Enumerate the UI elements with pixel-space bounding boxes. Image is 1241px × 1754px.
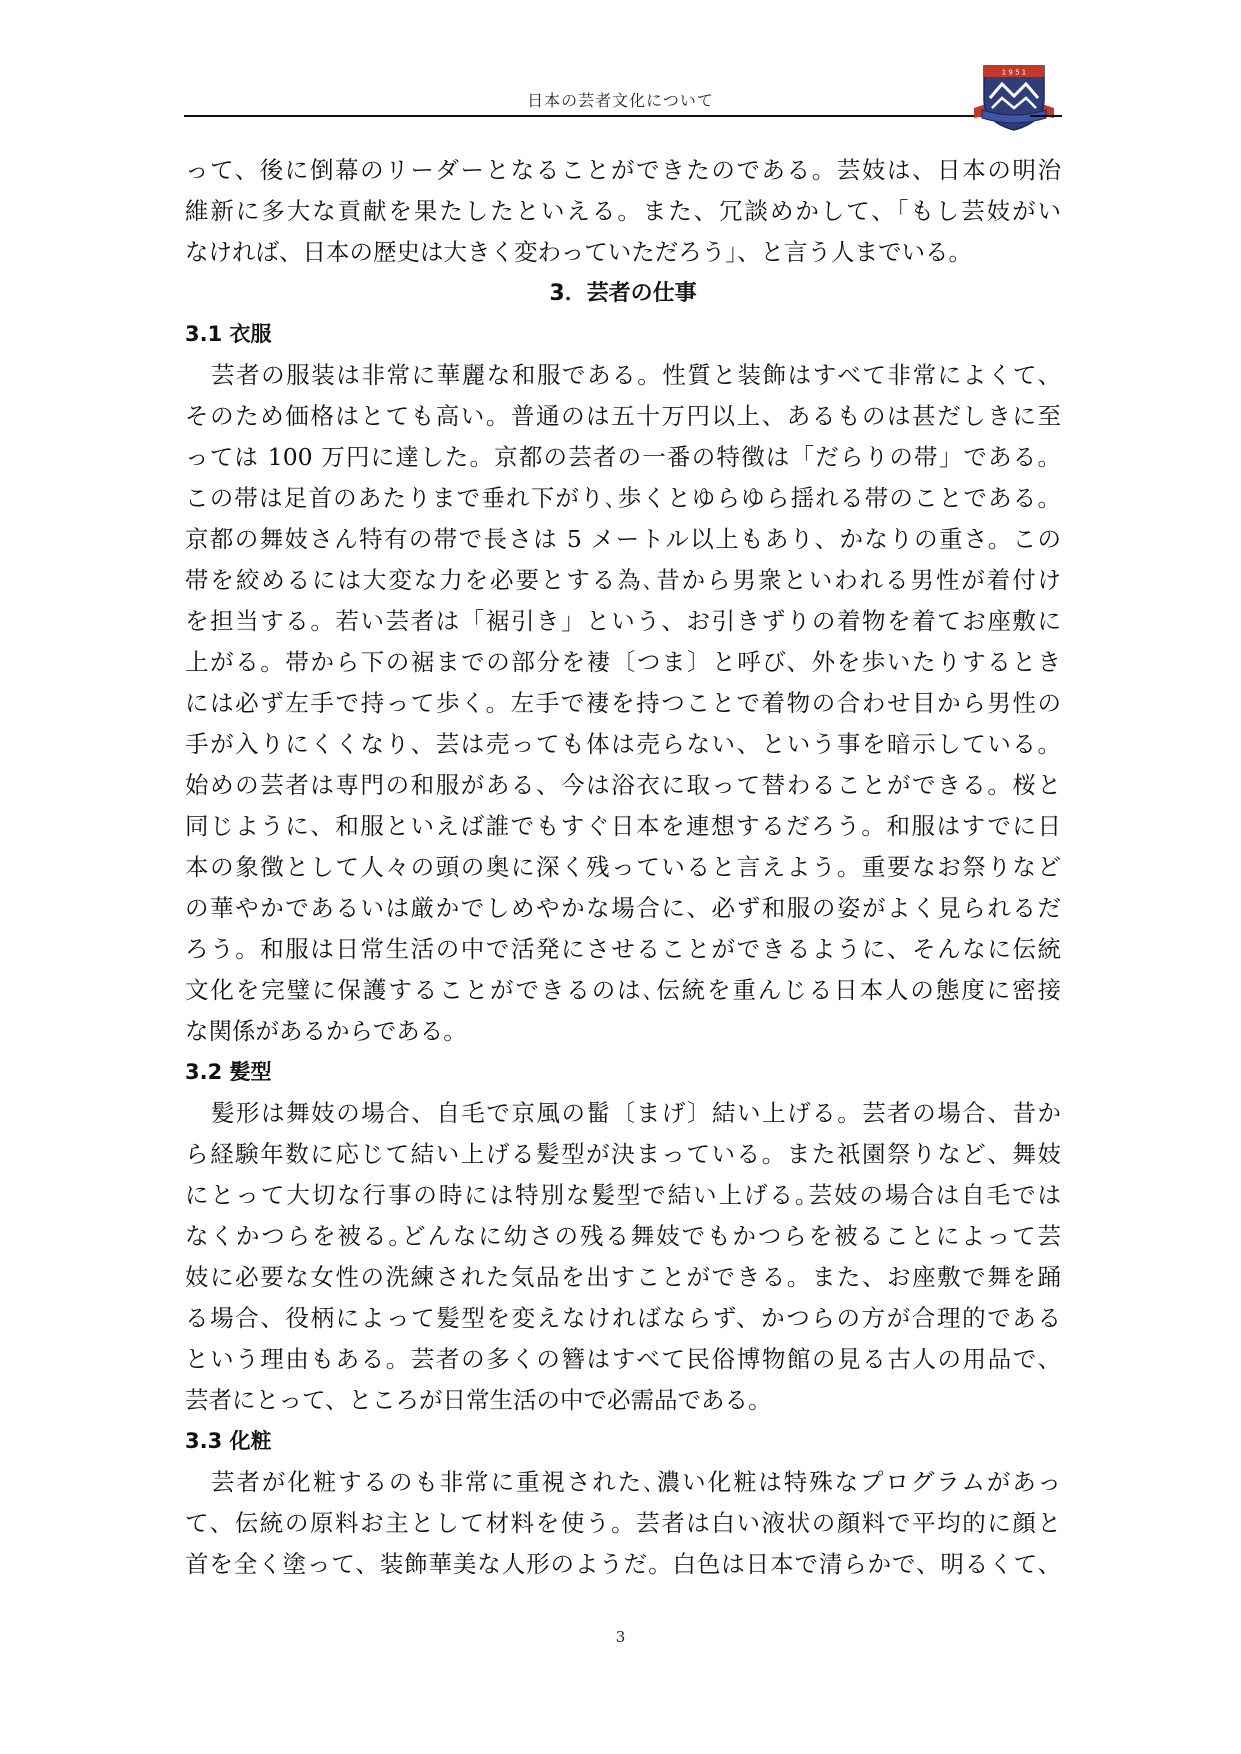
body-line: 本の象徴として人々の頭の奥に深く残っていると言えよう。重要なお祭りなど (185, 853, 1061, 881)
body-line: る場合、役柄によって髪型を変えなければならず、かつらの方が合理的である (185, 1304, 1061, 1332)
logo-year: 1 9 5 1 (1001, 68, 1027, 77)
body-line: なければ、日本の歴史は大きく変わっていただろう」、と言う人までいる。 (185, 238, 973, 266)
subsection-heading: 3.3 化粧 (185, 1429, 272, 1453)
body-line: そのため価格はとても高い。普通のは五十万円以上、あるものは甚だしきに至 (185, 402, 1061, 430)
body-line: の華やかであるいは厳かでしめやかな場合に、必ず和服の姿がよく見られるだ (185, 894, 1061, 922)
body-line: 妓に必要な女性の洗練された気品を出すことができる。また、お座敷で舞を踊 (185, 1263, 1061, 1291)
body-line: 始めの芸者は専門の和服がある、今は浴衣に取って替わることができる。桜と (185, 771, 1061, 799)
body-line: には必ず左手で持って歩く。左手で褄を持つことで着物の合わせ目から男性の (185, 689, 1061, 717)
paragraph-first-line: 芸者が化粧するのも非常に重視された､濃い化粧は特殊なプログラムがあっ (211, 1468, 1061, 1496)
body-line: 維新に多大な貢献を果たしたといえる。また、冗談めかして、「もし芸妓がい (185, 197, 1061, 225)
header-rule-tail (1030, 115, 1058, 117)
body-line: 帯を絞めるには大変な力を必要とする為､昔から男衆といわれる男性が着付け (185, 566, 1061, 594)
subsection-heading: 3.1 衣服 (185, 322, 272, 346)
body-line: を担当する。若い芸者は「裾引き」という、お引きずりの着物を着てお座敷に (185, 607, 1061, 635)
section-heading: 3．芸者の仕事 (549, 281, 697, 306)
header-title: 日本の芸者文化について (527, 91, 714, 110)
body-line: ら経験年数に応じて結い上げる髪型が決まっている。また祇園祭りなど、舞妓 (185, 1140, 1061, 1168)
body-line: 芸者にとって、ところが日常生活の中で必需品である。 (185, 1386, 772, 1414)
header-rule (184, 115, 1062, 117)
body-line: って、後に倒幕のリーダーとなることができたのである。芸妓は、日本の明治 (185, 156, 1061, 184)
body-line: この帯は足首のあたりまで垂れ下がり､歩くとゆらゆら揺れる帯のことである。 (185, 484, 1061, 512)
body-line: にとって大切な行事の時には特別な髪型で結い上げる｡芸妓の場合は自毛では (185, 1181, 1061, 1209)
body-line: なくかつらを被る｡どんなに幼さの残る舞妓でもかつらを被ることによって芸 (185, 1222, 1061, 1250)
paragraph-first-line: 芸者の服装は非常に華麗な和服である。性質と装飾はすべて非常によくて、 (211, 361, 1061, 389)
body-line: て、伝統の原料お主として材料を使う。芸者は白い液状の顔料で平均的に顔と (185, 1509, 1061, 1537)
page-number: 3 (615, 1628, 626, 1646)
paragraph-first-line: 髪形は舞妓の場合、自毛で京風の髷〔まげ〕結い上げる。芸者の場合、昔か (211, 1099, 1061, 1127)
body-line: 同じように、和服といえば誰でもすぐ日本を連想するだろう。和服はすでに日 (185, 812, 1061, 840)
body-line: っては 100 万円に達した。京都の芸者の一番の特徴は「だらりの帯」である。 (185, 443, 1061, 471)
body-line: 手が入りにくくなり、芸は売っても体は売らない、という事を暗示している。 (185, 730, 1061, 758)
body-line: な関係があるからである。 (185, 1017, 467, 1045)
body-line: 首を全く塗って、装飾華美な人形のようだ。白色は日本で清らかで、明るくて、 (185, 1550, 1061, 1578)
document-body (185, 150, 1061, 1585)
body-line: ろう。和服は日常生活の中で活発にさせることができるように、そんなに伝統 (185, 935, 1061, 963)
subsection-heading: 3.2 髪型 (185, 1060, 272, 1084)
body-line: という理由もある。芸者の多くの簪はすべて民俗博物館の見る古人の用品で、 (185, 1345, 1061, 1373)
body-line: 文化を完璧に保護することができるのは､伝統を重んじる日本人の態度に密接 (185, 976, 1061, 1004)
university-crest-icon (972, 56, 1056, 132)
body-line: 京都の舞妓さん特有の帯で長さは 5 メートル以上もあり、かなりの重さ。この (185, 525, 1061, 553)
body-line: 上がる。帯から下の裾までの部分を褄〔つま〕と呼び、外を歩いたりするとき (185, 648, 1061, 676)
